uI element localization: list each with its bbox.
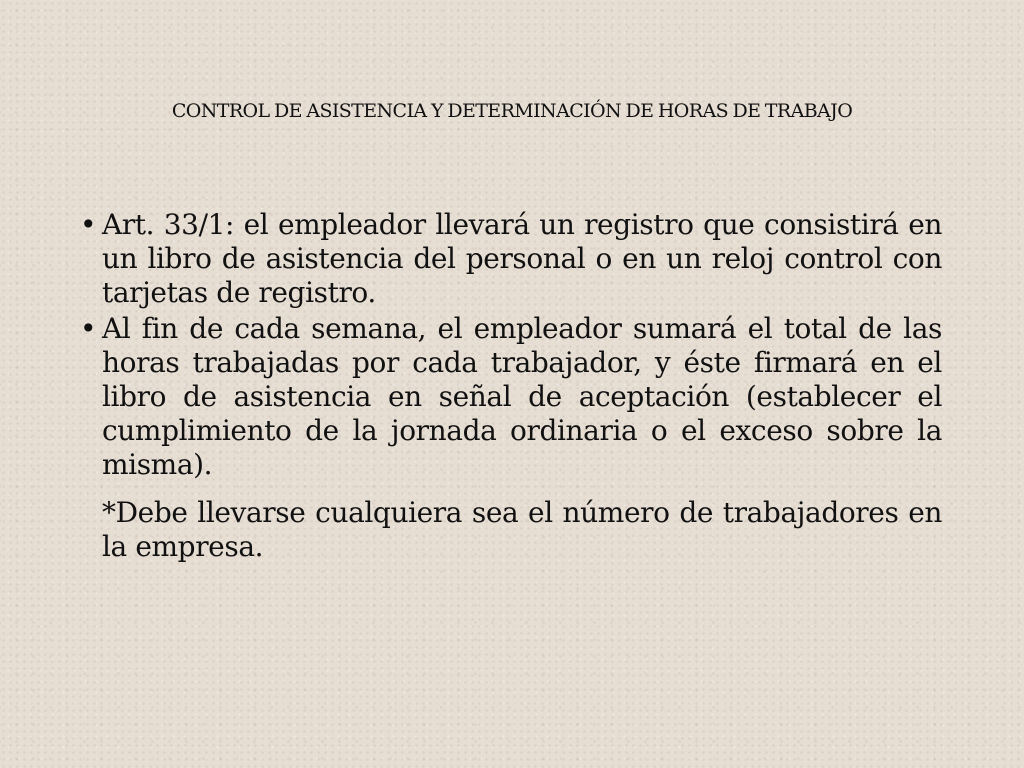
bullet-list [78, 208, 942, 566]
bullet-text: Art. 33/1: el empleador llevará un registro que consistirá en un libro de asistencia del personal o en un reloj control con tarjetas de registro. [102, 208, 942, 309]
note-item [78, 496, 942, 564]
bullet-item [78, 312, 942, 482]
bullet-icon: • [80, 208, 97, 241]
bullet-icon: • [80, 312, 97, 345]
bullet-text: Al fin de cada semana, el empleador sumará el total de las horas trabajadas por cada trabajador, y éste firmará en el libro de asistencia en señal de aceptación (establecer el cumplimiento de la jornada ordinaria o el exceso sobre la misma). [102, 312, 942, 481]
bullet-item [78, 208, 942, 310]
slide-title: CONTROL DE ASISTENCIA Y DETERMINACIÓN DE HORAS DE TRABAJO [171, 100, 853, 122]
note-text: *Debe llevarse cualquiera sea el número de trabajadores en la empresa. [102, 496, 942, 563]
